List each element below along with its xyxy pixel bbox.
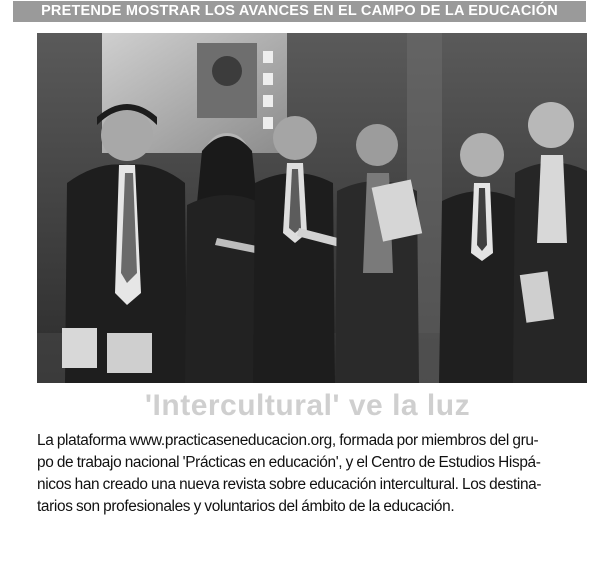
news-photo <box>37 33 587 383</box>
article-body <box>37 430 587 518</box>
body-line: po de trabajo nacional 'Prácticas en educación', y el Centro de Estudios Hispá- <box>37 454 541 471</box>
body-line: La plataforma www.practicaseneducacion.org, formada por miembros del gru- <box>37 432 539 449</box>
body-line: nicos han creado una nueva revista sobre educación intercultural. Los destina- <box>37 476 542 493</box>
headline: 'Intercultural' ve la luz <box>144 389 471 422</box>
kicker-banner: PRETENDE MOSTRAR LOS AVANCES EN EL CAMPO DE LA EDUCACIÓN <box>13 1 586 22</box>
body-line: tarios son profesionales y voluntarios del ámbito de la educación. <box>37 498 455 515</box>
